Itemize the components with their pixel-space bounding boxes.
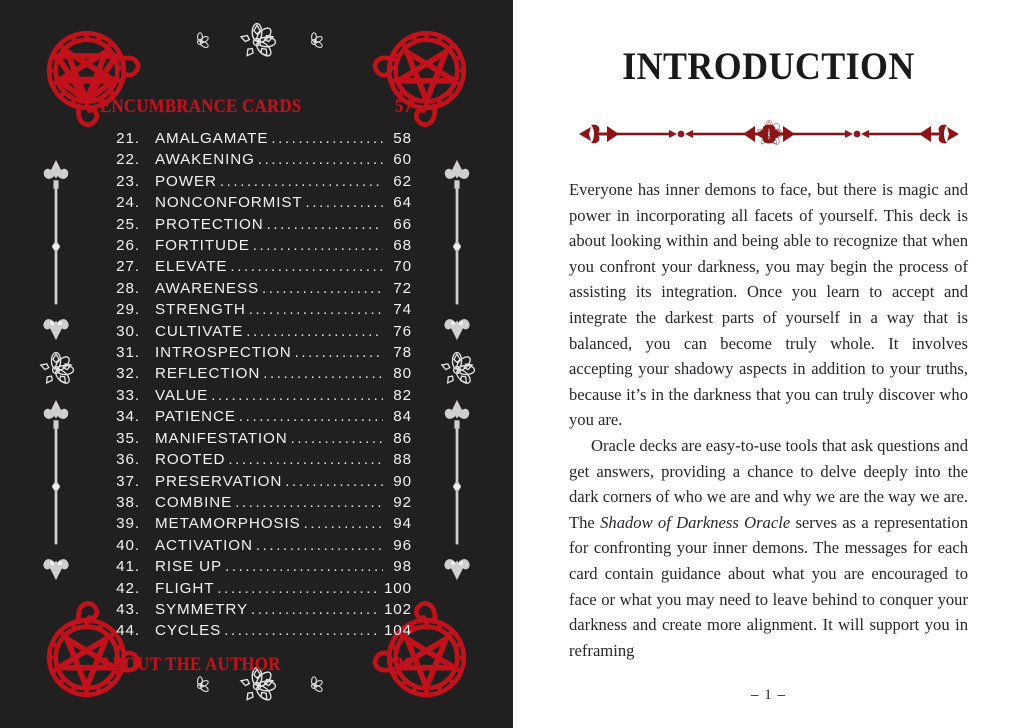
toc-entry-number: 27.: [116, 258, 140, 276]
toc-entry-page: 64: [393, 194, 412, 212]
toc-entry-number: 25.: [116, 215, 140, 233]
mandala-rosette-icon: [303, 675, 325, 697]
toc-leader-dots: [211, 388, 383, 403]
ornament-rail-right: [434, 150, 480, 590]
toc-entry-number: 36.: [116, 451, 140, 469]
toc-entry[interactable]: [100, 449, 412, 470]
toc-leader-dots: [256, 538, 383, 553]
toc-entry[interactable]: [100, 256, 412, 277]
toc-leader-dots: [271, 131, 383, 146]
toc-entry-title: NONCONFORMIST: [155, 194, 303, 212]
toc-leader-dots: [251, 602, 381, 617]
text-run: serves as a representation for confronting your inner demons. The messages for each card contain guidance about what you are encouraged to face or what you may need to leave behind to conquer your darkness and create more alignment. It will support you in reframing: [569, 512, 968, 660]
toc-leader-dots: [225, 559, 383, 574]
toc-leader-dots: [262, 281, 383, 296]
toc-entry-number: 23.: [116, 172, 140, 190]
introduction-body: [569, 177, 968, 663]
toc-entry-number: 41.: [116, 558, 140, 576]
toc-entry[interactable]: [100, 149, 412, 170]
toc-entry[interactable]: [100, 535, 412, 556]
toc-leader-dots: [249, 302, 383, 317]
toc-entry-title: STRENGTH: [155, 301, 246, 319]
toc-entry-page: 60: [393, 151, 412, 169]
toc-entry-page: 96: [393, 536, 412, 554]
toc-entry-number: 43.: [116, 600, 140, 618]
toc-entry-title: SYMMETRY: [155, 600, 248, 618]
toc-section-title: ENCUMBRANCE CARDS: [100, 96, 302, 117]
ornament-rail-left: [33, 150, 79, 590]
toc-leader-dots: [220, 174, 383, 189]
toc-entry-number: 29.: [116, 301, 140, 319]
toc-entry[interactable]: [100, 321, 412, 342]
toc-entry-page: 86: [393, 429, 412, 447]
toc-leader-dots: [224, 623, 381, 638]
toc-entry-number: 22.: [116, 151, 140, 169]
toc-entry-page: 78: [393, 344, 412, 362]
table-of-contents: [100, 96, 412, 676]
toc-entry-page: 98: [393, 558, 412, 576]
ornamental-rod-icon: [440, 395, 474, 585]
toc-entry-page: 100: [383, 579, 412, 597]
toc-entry-number: 31.: [116, 344, 140, 362]
toc-entry-title: ACTIVATION: [155, 536, 253, 554]
toc-section-header: [100, 96, 412, 118]
toc-entry-number: 42.: [116, 579, 140, 597]
toc-entry-page: 102: [383, 600, 412, 618]
toc-entry-title: CYCLES: [155, 622, 222, 640]
mandala-cluster-top: [0, 22, 513, 62]
toc-leader-dots: [228, 452, 383, 467]
mandala-rosette-icon: [189, 675, 211, 697]
toc-entry-page: 70: [393, 258, 412, 276]
toc-entry-number: 30.: [116, 322, 140, 340]
toc-entry[interactable]: [100, 363, 412, 384]
ornamental-divider-icon: [569, 113, 969, 155]
toc-entry-number: 33.: [116, 386, 140, 404]
toc-entry-number: 37.: [116, 472, 140, 490]
toc-entry[interactable]: [100, 278, 412, 299]
toc-leader-dots: [304, 516, 383, 531]
toc-entry[interactable]: [100, 342, 412, 363]
toc-entry-title: POWER: [155, 172, 217, 190]
toc-entry-number: 38.: [116, 493, 140, 511]
toc-entry-number: 44.: [116, 622, 140, 640]
ornamental-rod-icon: [39, 155, 73, 345]
toc-entry[interactable]: [100, 556, 412, 577]
toc-entry-number: 35.: [116, 429, 140, 447]
toc-leader-dots: [235, 495, 383, 510]
toc-entry-number: 34.: [116, 408, 140, 426]
toc-entry-number: 24.: [116, 194, 140, 212]
toc-entry[interactable]: [100, 192, 412, 213]
toc-entry-number: 40.: [116, 536, 140, 554]
toc-entry-page: 104: [383, 622, 412, 640]
toc-entry-title: PATIENCE: [155, 408, 236, 426]
toc-entry[interactable]: [100, 214, 412, 235]
toc-entry-number: 32.: [116, 365, 140, 383]
toc-entry-title: AWARENESS: [155, 279, 260, 297]
toc-entry-title: ELEVATE: [155, 258, 228, 276]
toc-entry-number: 39.: [116, 515, 140, 533]
mandala-rosette-icon: [189, 31, 211, 53]
toc-section-page: 57: [394, 96, 413, 117]
toc-entry-title: AWAKENING: [155, 151, 255, 169]
ornamental-rod-icon: [39, 395, 73, 585]
toc-entry[interactable]: [100, 171, 412, 192]
toc-entry-page: 90: [393, 472, 412, 490]
toc-entry-list: [100, 128, 412, 642]
body-paragraph: [569, 177, 968, 433]
toc-entry-title: ROOTED: [155, 451, 226, 469]
toc-entry-page: 68: [393, 237, 412, 255]
italic-title-run: Shadow of Darkness Oracle: [600, 512, 791, 532]
toc-entry-title: CULTIVATE: [155, 322, 244, 340]
toc-entry[interactable]: [100, 406, 412, 427]
mandala-rosette-icon: [37, 351, 75, 389]
toc-entry-number: 28.: [116, 279, 140, 297]
toc-entry-title: AMALGAMATE: [155, 130, 269, 147]
toc-entry[interactable]: [100, 428, 412, 449]
toc-entry-title: RISE UP: [155, 558, 223, 576]
toc-footer-entry[interactable]: [100, 654, 412, 676]
toc-entry[interactable]: [100, 299, 412, 320]
toc-leader-dots: [285, 474, 383, 489]
toc-entry[interactable]: [100, 578, 412, 599]
toc-leader-dots: [306, 195, 383, 210]
toc-entry[interactable]: [100, 128, 412, 149]
toc-leader-dots: [239, 409, 383, 424]
toc-entry-page: 82: [393, 386, 412, 404]
toc-entry-title: VALUE: [155, 386, 209, 404]
toc-entry-page: 92: [393, 493, 412, 511]
toc-entry-page: 74: [393, 301, 412, 319]
right-page-introduction: [513, 0, 1024, 728]
toc-entry-title: INTROSPECTION: [155, 344, 292, 362]
toc-entry[interactable]: [100, 599, 412, 620]
toc-leader-dots: [263, 366, 383, 381]
toc-entry-number: 21.: [116, 130, 140, 147]
toc-leader-dots: [295, 345, 383, 360]
toc-entry[interactable]: [100, 471, 412, 492]
toc-entry-title: METAMORPHOSIS: [155, 515, 301, 533]
toc-entry[interactable]: [100, 235, 412, 256]
toc-leader-dots: [246, 324, 383, 339]
toc-entry-page: 72: [393, 279, 412, 297]
folio-dash-right: –: [777, 687, 786, 703]
toc-entry-page: 80: [393, 365, 412, 383]
text-run: Everyone has inner demons to face, but there is magic and power in incorporating all facets of yourself. This deck is about looking within and being able to recognize that when you confront your darkness, you may begin the process of assisting its integration. Once you learn to accept and integrate the darkest parts of yourself in a way that is balanced, you can become truly whole. It involves accepting your shadowy aspects in addition to your truths, because it’s in the darkness that you can truly discover who you are.: [569, 180, 968, 430]
toc-entry-number: 26.: [116, 237, 140, 255]
toc-entry-title: MANIFESTATION: [155, 429, 288, 447]
toc-entry-page: 84: [393, 408, 412, 426]
text-run: Oracle decks are easy-to-use tools that ask questions and get answers, providing a chance to delve deeply into the dark corners of who we are and why we are the way we are. The: [569, 435, 968, 532]
toc-entry-title: COMBINE: [155, 493, 233, 511]
toc-entry-title: FLIGHT: [155, 579, 215, 597]
ornamental-rod-icon: [440, 155, 474, 345]
toc-leader-dots: [217, 581, 381, 596]
toc-entry[interactable]: [100, 513, 412, 534]
toc-leader-dots: [230, 259, 383, 274]
toc-footer-page: 106: [386, 653, 413, 675]
toc-entry-page: 58: [393, 130, 412, 147]
folio-dash-left: –: [751, 687, 760, 703]
toc-leader-dots: [291, 431, 383, 446]
toc-leader-dots: [267, 217, 383, 232]
page-number: [513, 687, 1024, 704]
body-paragraph: [569, 433, 968, 663]
toc-entry[interactable]: [100, 385, 412, 406]
toc-entry-title: FORTITUDE: [155, 237, 250, 255]
toc-leader-dots: [258, 152, 383, 167]
toc-entry-page: 94: [393, 515, 412, 533]
toc-entry-title: PROTECTION: [155, 215, 264, 233]
toc-entry-page: 66: [393, 215, 412, 233]
toc-entry[interactable]: [100, 492, 412, 513]
toc-entry-title: REFLECTION: [155, 365, 261, 383]
toc-footer-title: ABOUT THE AUTHOR: [100, 653, 281, 675]
page-title: INTRODUCTION: [622, 45, 915, 88]
toc-leader-dots: [253, 238, 383, 253]
mandala-rosette-icon: [438, 351, 476, 389]
folio-number: 1: [764, 687, 773, 703]
toc-entry-page: 88: [393, 451, 412, 469]
toc-entry-page: 76: [393, 322, 412, 340]
toc-entry[interactable]: [100, 620, 412, 641]
toc-entry-title: PRESERVATION: [155, 472, 283, 490]
mandala-rosette-icon: [303, 31, 325, 53]
mandala-rosette-icon: [237, 22, 277, 62]
toc-entry-page: 62: [393, 172, 412, 190]
